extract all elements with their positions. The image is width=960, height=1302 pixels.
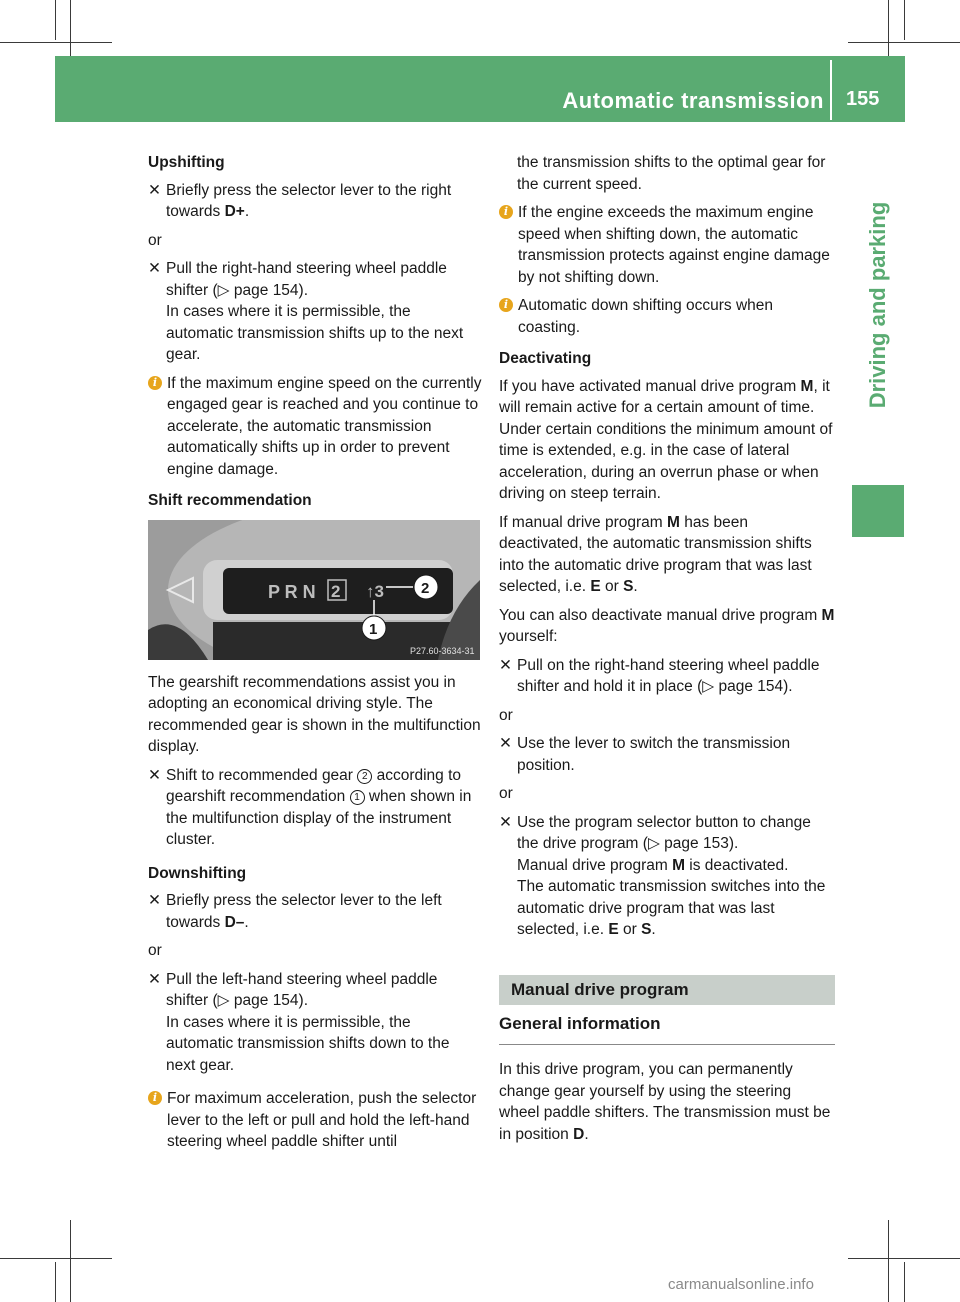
instruction-step: ✕ Pull the right-hand steering wheel paddle shifter (▷ page 154). bbox=[148, 260, 447, 299]
instruction-result: In cases where it is permissible, the automatic transmission shifts down to the next gear. bbox=[166, 1013, 450, 1074]
instrument-cluster-figure bbox=[148, 520, 480, 660]
crop-mark bbox=[904, 0, 905, 40]
instruction-result: Manual drive program M is deactivated. The automatic transmission switches into the automatic drive program that was last selected, i.e. E or S. bbox=[517, 856, 826, 938]
info-icon: i bbox=[499, 298, 513, 312]
callout-2: 2 bbox=[421, 579, 430, 597]
recommended-gear: ↑3 bbox=[366, 581, 384, 601]
info-note: i If the maximum engine speed on the currently engaged gear is reached and you continue to accelerate, the automatic transmission automatically shifts up in order to prevent engine damage. bbox=[148, 373, 482, 481]
info-icon: i bbox=[148, 376, 162, 390]
gear-indicator: P R N bbox=[268, 581, 316, 602]
instruction-step: ✕ Use the lever to switch the transmission position. bbox=[499, 735, 791, 774]
crop-mark bbox=[848, 42, 960, 43]
info-continuation: the transmission shifts to the optimal gear for the current speed. bbox=[517, 154, 826, 193]
arrow-marker-icon: ✕ bbox=[148, 260, 161, 277]
arrow-marker-icon: ✕ bbox=[499, 656, 512, 674]
arrow-marker-icon: ✕ bbox=[148, 892, 161, 909]
page-number: 155 bbox=[846, 88, 880, 110]
arrow-marker-icon: ✕ bbox=[148, 181, 161, 199]
crop-mark bbox=[0, 1258, 112, 1259]
info-icon: i bbox=[499, 205, 513, 219]
info-note: i If the engine exceeds the maximum engine speed when shifting down, the automatic transmission protects against engine damage by not shifting down. bbox=[499, 202, 835, 288]
shift-recommendation-heading: Shift recommendation bbox=[148, 492, 312, 509]
cluster-illustration bbox=[148, 520, 480, 660]
instruction-step: ✕ Shift to recommended gear 2 according to gearshift recommendation 1 when shown in the multifunction display of the instrument cluster. bbox=[148, 766, 472, 848]
callout-2-ref: 2 bbox=[357, 769, 372, 784]
side-tab bbox=[852, 140, 904, 470]
instruction-step: ✕ Use the program selector button to change the drive program (▷ page 153). bbox=[499, 813, 811, 852]
figure-code: P27.60-3634-31 bbox=[410, 645, 475, 656]
general-paragraph: In this drive program, you can permanently change gear yourself by using the steering wheel paddle shifters. The transmission must be in position D. bbox=[499, 1061, 831, 1143]
side-block bbox=[852, 485, 904, 537]
info-note: i For maximum acceleration, push the selector lever to the left or pull and hold the left-hand steering wheel paddle shifter until bbox=[148, 1088, 482, 1153]
info-icon: i bbox=[148, 1091, 162, 1105]
deactivating-paragraph: If manual drive program M has been deactivated, the automatic transmission shifts into the automatic drive program that was last selected, i.e. E or S. bbox=[499, 513, 812, 595]
instruction-result: In cases where it is permissible, the automatic transmission shifts up to the next gear. bbox=[166, 303, 464, 363]
watermark: carmanualsonline.info bbox=[668, 1276, 814, 1293]
crop-mark bbox=[888, 1220, 889, 1302]
crop-mark bbox=[55, 1262, 56, 1302]
page-header-title: Automatic transmission bbox=[562, 88, 824, 113]
crop-mark bbox=[55, 0, 56, 40]
shift-rec-paragraph: The gearshift recommendations assist you in adopting an economical driving style. The recommended gear is shown in the multifunction display. bbox=[148, 673, 481, 755]
right-column bbox=[499, 152, 835, 1152]
arrow-marker-icon: ✕ bbox=[148, 970, 161, 988]
or-text: or bbox=[499, 706, 513, 724]
info-note: i Automatic down shifting occurs when coasting. bbox=[499, 295, 835, 338]
instruction-step: ✕ Briefly press the selector lever to the right towards D+. bbox=[148, 181, 452, 220]
deactivating-paragraph: If you have activated manual drive program M, it will remain active for a certain amount of time. Under certain conditions the minimum amount of time is extended, e.g. in the case of lateral acceleration, during an overrun phase or when driving on steep terrain. bbox=[499, 377, 833, 502]
arrow-marker-icon: ✕ bbox=[148, 766, 161, 784]
callout-1: 1 bbox=[369, 620, 378, 638]
left-column bbox=[148, 152, 482, 1160]
instruction-step: ✕ Pull the left-hand steering wheel paddle shifter (▷ page 154). bbox=[148, 970, 438, 1009]
arrow-marker-icon: ✕ bbox=[499, 813, 512, 831]
side-tab-label: Driving and parking bbox=[865, 201, 890, 409]
upshifting-heading: Upshifting bbox=[148, 154, 225, 171]
section-header-box bbox=[499, 975, 835, 1005]
header-divider bbox=[830, 60, 832, 120]
deactivating-heading: Deactivating bbox=[499, 350, 592, 367]
current-gear: 2 bbox=[331, 581, 341, 601]
crop-mark bbox=[0, 42, 112, 43]
general-information-heading: General information bbox=[499, 1013, 835, 1046]
downshifting-heading: Downshifting bbox=[148, 864, 247, 882]
arrow-marker-icon: ✕ bbox=[499, 735, 512, 752]
or-text: or bbox=[148, 942, 162, 959]
or-text: or bbox=[148, 231, 162, 249]
deactivating-paragraph: You can also deactivate manual drive program M yourself: bbox=[499, 606, 835, 645]
crop-mark bbox=[904, 1262, 905, 1302]
section-title: Manual drive program bbox=[511, 979, 689, 999]
instruction-step: ✕ Pull on the right-hand steering wheel paddle shifter and hold it in place (▷ page 154). bbox=[499, 656, 820, 695]
callout-1-ref: 1 bbox=[350, 790, 365, 805]
crop-mark bbox=[848, 1258, 960, 1259]
crop-mark bbox=[70, 1220, 71, 1302]
or-text: or bbox=[499, 785, 513, 802]
instruction-step: ✕ Briefly press the selector lever to the left towards D–. bbox=[148, 892, 442, 931]
